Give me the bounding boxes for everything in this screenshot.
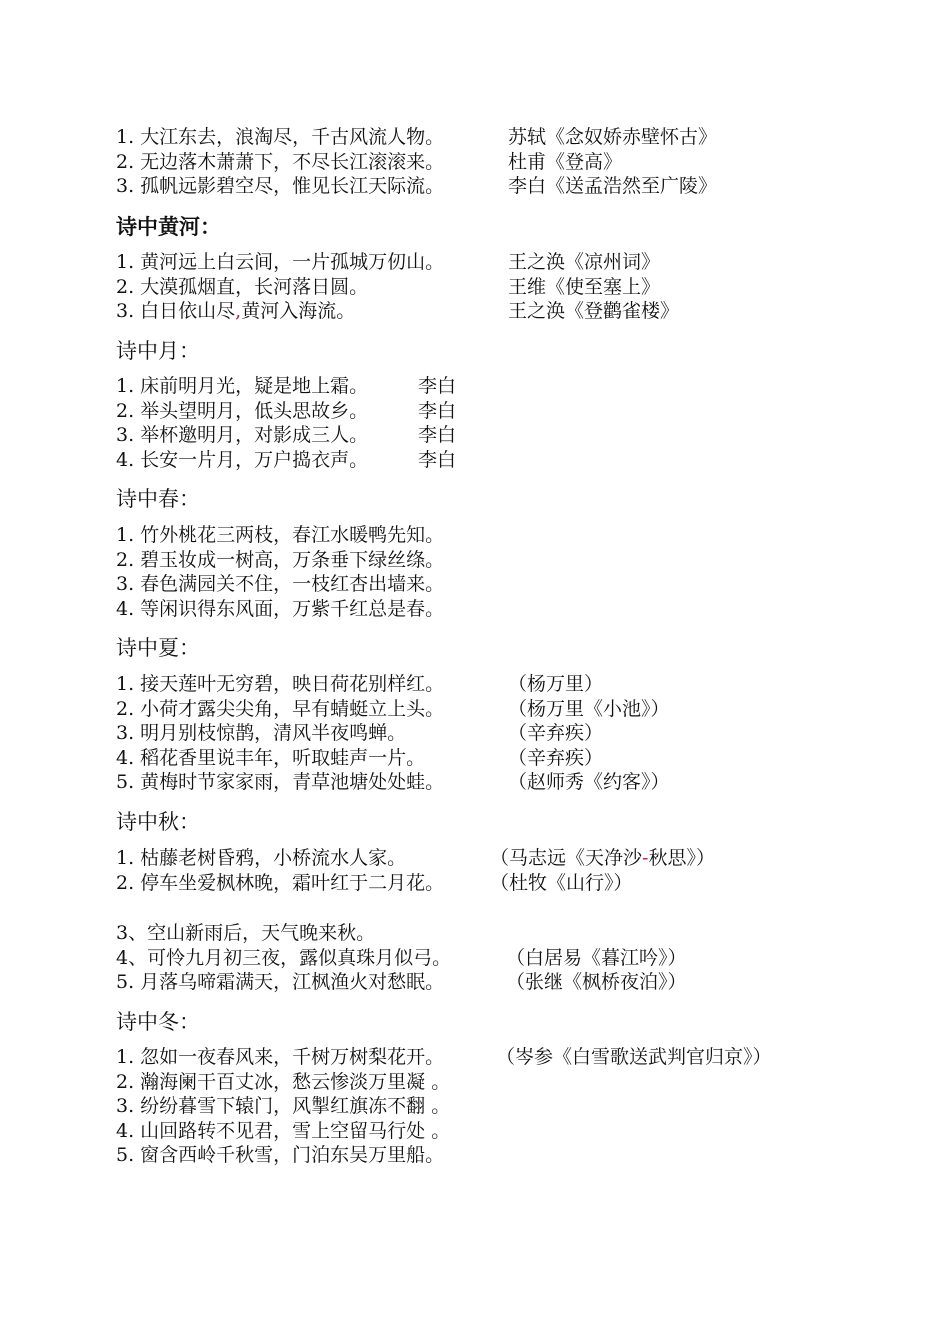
poem-source: 王维《使至塞上》 — [508, 275, 661, 298]
poem-line — [116, 399, 457, 424]
poem-source: （杨万里） — [508, 673, 604, 695]
poem-line — [116, 970, 687, 995]
section-title-moon: 诗中月： — [116, 339, 200, 363]
poem-text: 4、可怜九月初三夜，露似真珠月似弓。 — [116, 946, 452, 969]
section-title-yellow-river: 诗中黄河： — [116, 215, 221, 239]
poem-source: （辛弃疾） — [508, 746, 604, 769]
poem-text: 2. 小荷才露尖尖角，早有蜻蜓立上头。 — [116, 697, 445, 720]
spring-section — [116, 523, 444, 621]
poem-source: （杜牧《山行》） — [490, 871, 633, 894]
poem-source: 王之涣《登鹳雀楼》 — [508, 300, 680, 323]
poem-line — [116, 448, 457, 473]
poem-source: 李白 — [418, 448, 457, 471]
poem-text: 5. 月落乌啼霜满天，江枫渔火对愁眠。 — [116, 971, 445, 994]
river-section — [116, 125, 718, 199]
poem-text: 4. 山回路转不见君，雪上空留马行处 。 — [116, 1119, 451, 1142]
poem-source: 王之涣《凉州词》 — [508, 251, 661, 273]
poem-text: 3. 纷纷暮雪下辕门，风掣红旗冻不翻 。 — [116, 1095, 451, 1118]
poem-line — [116, 174, 718, 199]
poem-line — [116, 523, 444, 548]
poem-line — [116, 150, 623, 175]
poem-text: 1. 竹外桃花三两枝，春江水暖鸭先知。 — [116, 524, 445, 546]
poem-text: 3、空山新雨后，天气晚来秋。 — [116, 922, 376, 944]
poem-text-part: 黄河入海流。 — [241, 300, 356, 323]
poem-text: 3. 春色满园关不住，一枝红杏出墙来。 — [116, 573, 445, 596]
poem-line — [116, 946, 687, 971]
poem-source: （赵师秀《约客》） — [508, 771, 670, 794]
summer-section — [116, 672, 670, 795]
poem-text: 2. 大漠孤烟直，长河落日圆。 — [116, 275, 369, 298]
poem-line — [116, 250, 661, 275]
poem-text: 3. 举杯邀明月，对影成三人。 — [116, 424, 369, 447]
poem-source: （杨万里《小池》） — [508, 697, 670, 720]
poem-source: 苏轼《念奴娇赤壁怀古》 — [508, 126, 718, 148]
winter-section — [116, 1045, 772, 1168]
section-title-summer: 诗中夏： — [116, 636, 200, 660]
poem-text: 1. 忽如一夜春风来，千树万树梨花开。 — [116, 1046, 445, 1068]
poem-source: （岑参《白雪歌送武判官归京》） — [496, 1046, 772, 1068]
poem-line — [116, 374, 457, 399]
poem-line — [116, 572, 444, 597]
poem-line — [116, 846, 715, 871]
poem-line — [116, 275, 661, 300]
poem-source-part: 秋思》） — [648, 847, 715, 869]
moon-section — [116, 374, 457, 472]
poem-line — [116, 423, 457, 448]
poem-line — [116, 1070, 450, 1095]
poem-line — [116, 770, 670, 795]
poem-text: 2. 碧玉妆成一树高，万条垂下绿丝绦。 — [116, 548, 445, 571]
poem-line — [116, 921, 451, 946]
poem-line — [116, 746, 604, 771]
poem-source: （辛弃疾） — [508, 722, 604, 745]
poem-line — [116, 1119, 450, 1144]
poem-text: 4. 等闲识得东风面，万紫千红总是春。 — [116, 597, 445, 620]
poem-text-part: 3. 白日依山尽 — [116, 300, 236, 323]
poem-line — [116, 299, 680, 324]
poem-line — [116, 1045, 772, 1070]
poem-line — [116, 125, 718, 150]
poem-source: 李白《送孟浩然至广陵》 — [508, 175, 718, 198]
poem-source — [490, 846, 715, 871]
poem-line — [116, 871, 633, 896]
poem-source: 李白 — [418, 399, 457, 422]
yellow-river-section — [116, 250, 680, 324]
poem-source-part: （马志远《天净沙 — [490, 847, 643, 869]
poem-text: 5. 窗含西岭千秋雪，门泊东吴万里船。 — [116, 1144, 445, 1167]
poem-text: 1. 接天莲叶无穷碧，映日荷花别样红。 — [116, 673, 445, 695]
poem-line — [116, 1094, 450, 1119]
poem-source: 李白 — [418, 375, 457, 397]
poem-text: 2. 举头望明月，低头思故乡。 — [116, 399, 369, 422]
poem-text: 1. 黄河远上白云间，一片孤城万仞山。 — [116, 251, 445, 273]
poem-source: （白居易《暮江吟》） — [506, 946, 687, 969]
poem-text: 5. 黄梅时节家家雨，青草池塘处处蛙。 — [116, 771, 445, 794]
poem-text: 4. 稻花香里说丰年，听取蛙声一片。 — [116, 746, 426, 769]
poem-text: 2. 瀚海阑干百丈冰，愁云惨淡万里凝 。 — [116, 1070, 451, 1093]
autumn-section — [116, 846, 715, 895]
poem-text: 2. 无边落木萧萧下，不尽长江滚滚来。 — [116, 150, 445, 173]
section-title-autumn: 诗中秋： — [116, 810, 200, 834]
poem-line — [116, 597, 444, 622]
section-title-winter: 诗中冬： — [116, 1010, 200, 1034]
poem-line — [116, 721, 604, 746]
poem-line — [116, 697, 670, 722]
poem-text: 3. 明月别枝惊鹊，清风半夜鸣蝉。 — [116, 722, 407, 745]
poem-text: 3. 孤帆远影碧空尽，惟见长江天际流。 — [116, 175, 445, 198]
section-title-spring: 诗中春： — [116, 487, 200, 511]
poem-line — [116, 672, 604, 697]
poem-text: 1. 枯藤老树昏鸦，小桥流水人家。 — [116, 847, 407, 869]
poem-line — [116, 548, 444, 573]
poem-source: 杜甫《登高》 — [508, 150, 623, 173]
comma-mark: , — [235, 300, 242, 323]
poem-text: 2. 停车坐爱枫林晚，霜叶红于二月花。 — [116, 871, 445, 894]
poem-line — [116, 1143, 450, 1168]
dash-mark: - — [642, 847, 649, 869]
poem-text: 4. 长安一片月，万户捣衣声。 — [116, 448, 369, 471]
poem-text: 1. 大江东去，浪淘尽，千古风流人物。 — [116, 126, 445, 148]
poem-source: （张继《枫桥夜泊》） — [506, 971, 687, 994]
poem-text: 1. 床前明月光，疑是地上霜。 — [116, 375, 369, 397]
poem-text — [116, 299, 355, 324]
poem-source: 李白 — [418, 424, 457, 447]
autumn-section-continued — [116, 921, 687, 995]
